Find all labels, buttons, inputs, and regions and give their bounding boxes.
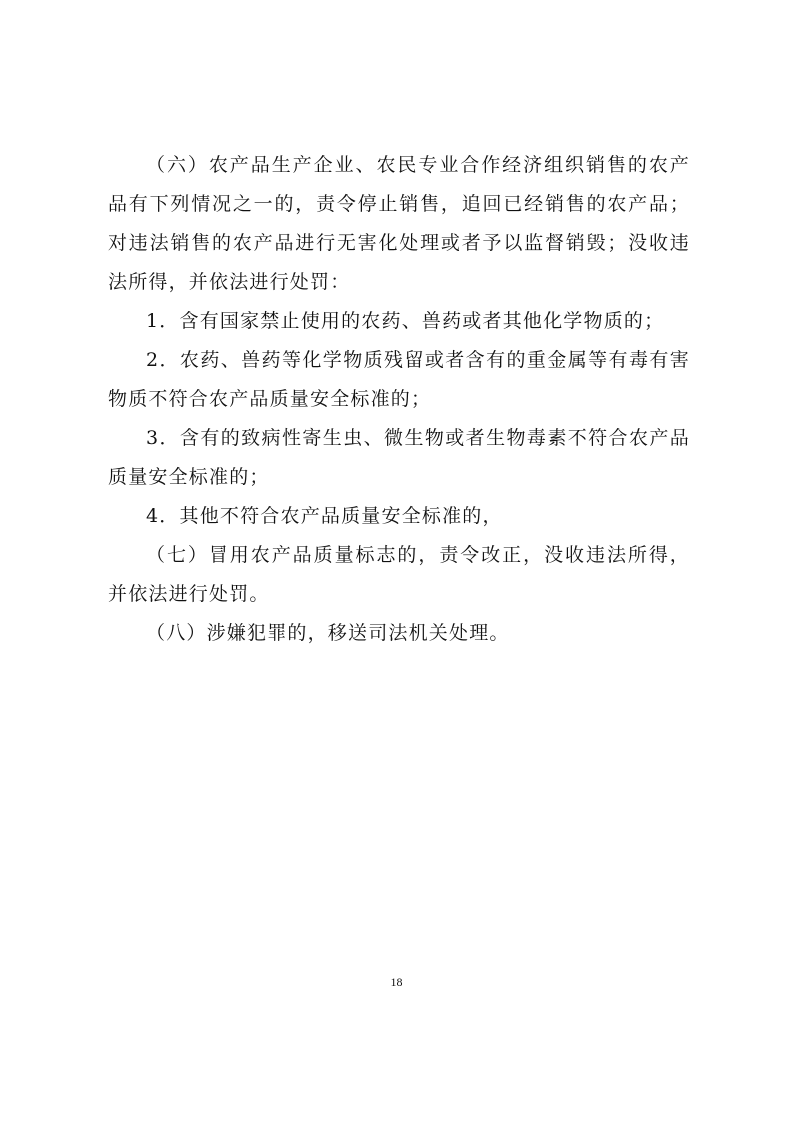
paragraph-item-6: （六）农产品生产企业、农民专业合作经济组织销售的农产品有下列情况之一的，责令停止销售，追回已经销售的农产品；对违法销售的农产品进行无害化处理或者予以监督销毁；没收违法所得，并依法进行处罚： xyxy=(108,154,690,293)
list-item-2: 2．农药、兽药等化学物质残留或者含有的重金属等有毒有害物质不符合农产品质量安全标准的； xyxy=(108,349,690,410)
paragraph-item-8: （八）涉嫌犯罪的，移送司法机关处理。 xyxy=(146,622,510,644)
list-item-3: 3．含有的致病性寄生虫、微生物或者生物毒素不符合农产品质量安全标准的； xyxy=(108,427,690,488)
document-body xyxy=(108,146,690,653)
page-number: 18 xyxy=(390,975,403,989)
paragraph-item-7: （七）冒用农产品质量标志的，责令改正，没收违法所得，并依法进行处罚。 xyxy=(108,544,690,605)
list-item-1: 1．含有国家禁止使用的农药、兽药或者其他化学物质的； xyxy=(146,310,665,332)
list-item-4: 4．其他不符合农产品质量安全标准的， xyxy=(146,505,503,527)
